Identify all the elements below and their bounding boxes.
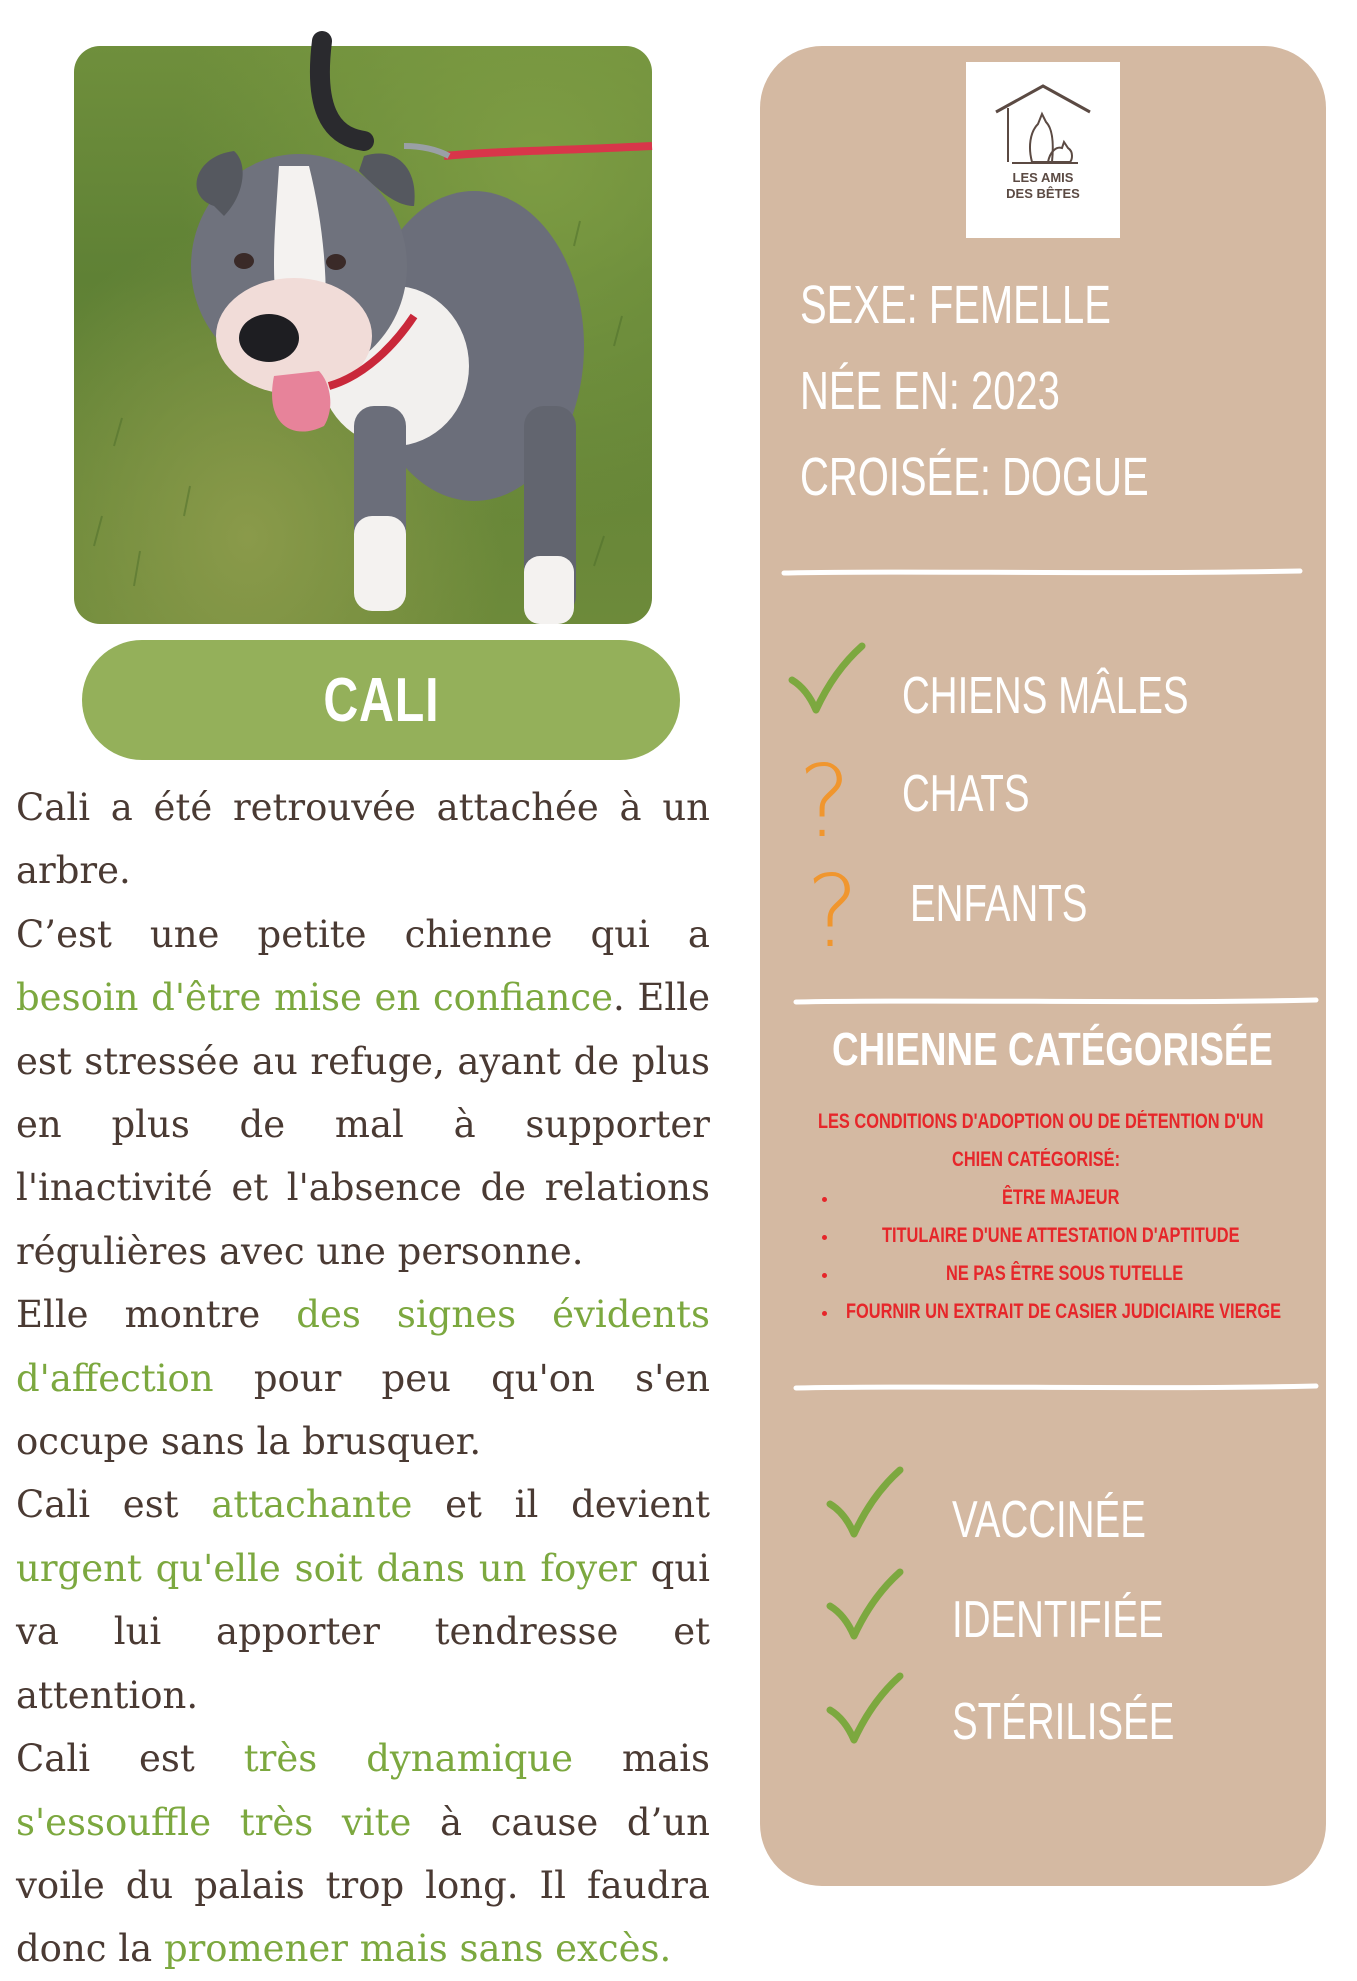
name-banner (82, 640, 680, 760)
health-vaccinated: VACCINÉE (952, 1491, 1146, 1549)
dog-photo (74, 46, 652, 624)
house-pets-icon (966, 62, 1120, 238)
check-icon (824, 1464, 904, 1542)
question-icon: ? (806, 853, 860, 970)
story-text: . Elle est stressée au refuge, ayant de plus en plus de mal à supporter l'inactivité et l'absence de relations régulières avec une personne. (16, 976, 710, 1273)
story-highlight: des signes évidents d'affection (16, 1293, 710, 1400)
story-highlight: urgent qu'elle soit dans un foyer (16, 1546, 637, 1590)
category-intro: CHIEN CATÉGORISÉ: (952, 1148, 1121, 1171)
dog-illustration (74, 46, 652, 624)
category-intro: LES CONDITIONS D'ADOPTION OU DE DÉTENTION D'UN (818, 1110, 1264, 1133)
story-text: Elle montre (16, 1293, 297, 1337)
story-paragraph (16, 1473, 710, 1727)
logo-line: DES BÊTES (1006, 186, 1080, 201)
story-paragraph (16, 1727, 710, 1981)
dog-name: CALI (323, 665, 439, 735)
bullet (822, 1273, 827, 1278)
story-text: C’est une petite chienne qui a (16, 912, 710, 956)
section-divider (0, 994, 1357, 1008)
compat-cats: CHATS (902, 765, 1030, 823)
health-identified: IDENTIFIÉE (952, 1591, 1164, 1649)
story-highlight: attachante (211, 1483, 413, 1527)
check-icon (824, 1566, 904, 1644)
story-paragraph (16, 903, 710, 1283)
compat-males: CHIENS MÂLES (902, 667, 1189, 725)
check-icon (824, 1670, 904, 1748)
story-text: mais (573, 1737, 710, 1781)
logo-label (966, 170, 1120, 202)
category-condition: ÊTRE MAJEUR (1002, 1186, 1120, 1209)
category-condition: FOURNIR UN EXTRAIT DE CASIER JUDICIAIRE VIERGE (846, 1300, 1282, 1323)
shelter-logo (966, 62, 1120, 238)
section-divider (0, 566, 1357, 580)
story-highlight: très dynamique (243, 1737, 574, 1781)
story-highlight: s'essouffle très vite (16, 1800, 412, 1844)
category-condition: NE PAS ÊTRE SOUS TUTELLE (946, 1262, 1184, 1285)
story-highlight: besoin d'être mise en confiance (16, 976, 613, 1020)
story-text: et il devient (412, 1483, 710, 1527)
health-sterilized: STÉRILISÉE (952, 1693, 1175, 1751)
story-text: pour peu qu'on s'en occupe sans la brusquer. (16, 1356, 710, 1464)
story-text: Cali a été retrouvée attachée à un arbre. (16, 786, 710, 893)
logo-line: LES AMIS (1012, 170, 1074, 185)
story-paragraph (16, 1283, 710, 1473)
story-text: à cause d’un voile du palais trop long. Il faudra donc la (16, 1800, 710, 1971)
fact-sex: SEXE: FEMELLE (800, 275, 1111, 335)
check-icon (786, 640, 866, 718)
story-text: qui va lui apporter tendresse et attention. (16, 1546, 710, 1717)
story-paragraph (16, 776, 710, 903)
description (16, 776, 710, 1981)
question-icon: ? (798, 743, 852, 860)
fact-birth-year: NÉE EN: 2023 (800, 361, 1060, 421)
bullet (822, 1311, 827, 1316)
story-text: Cali est (16, 1737, 244, 1781)
section-divider (0, 1380, 1357, 1394)
bullet (822, 1235, 827, 1240)
story-text: Cali est (16, 1483, 212, 1527)
bullet (822, 1197, 827, 1202)
category-title: CHIENNE CATÉGORISÉE (832, 1023, 1273, 1075)
story-highlight: promener mais sans excès. (163, 1927, 672, 1971)
compat-children: ENFANTS (910, 875, 1088, 933)
fact-breed: CROISÉE: DOGUE (800, 447, 1149, 507)
category-condition: TITULAIRE D'UNE ATTESTATION D'APTITUDE (882, 1224, 1240, 1247)
